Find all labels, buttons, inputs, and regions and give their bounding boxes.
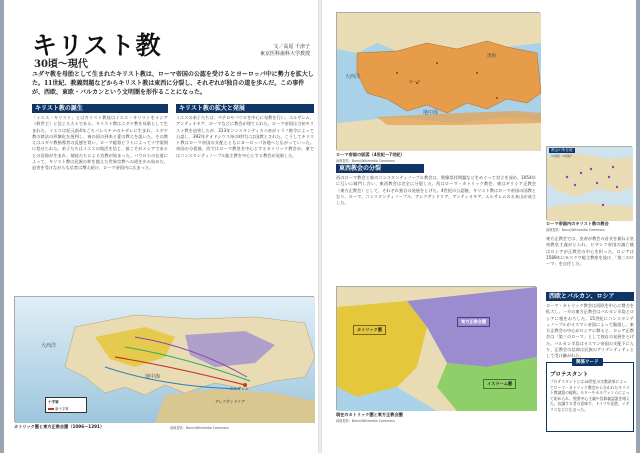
label-alexandria: アレクサンドリア	[215, 399, 245, 404]
inset-map-subtitle: （1世紀〜2世紀）	[549, 154, 574, 158]
section-heading-spread: キリスト教の拡大と発展	[176, 104, 314, 113]
inset-map	[546, 146, 632, 220]
section-heading-schism: 東西教会の分裂	[336, 164, 424, 173]
section-text-balkan: ローマ・カトリック教会は西欧を中心に勢力を拡大し、一方の東方正教会はバルカン半島とロシアに根をおろした。15世紀にコンスタンティノープルがオスマン帝国によって陥落し、東方正教会の中心がロシアに移ると、ロシア正教会は「第三のローマ」として独自の発展をとげた。バルカン半島はオスマン帝国の支配下に入り、正教会の信仰は民族のアイデンティティとして受け継がれた。	[546, 303, 634, 359]
author-block	[240, 44, 310, 58]
section-text-schism: 西のローマ教会と東のコンスタンティノープル教会は、聖像崇拝問題などをめぐって対立を深め、1054年に互いに破門し合い、東西教会は完全に分裂した。西はローマ・カトリック教会、東はギリシア正教会（東方正教会）として、それぞれ独自の発展をとげた。4世紀の公認後、キリスト教はローマ帝国の国教となり、ローマ、コンスタンティノープル、アレクサンドリア、アンティオキア、エルサレムの五本山が成立した。	[336, 175, 536, 206]
author-affiliation: 東京医科歯科大学教授	[259, 51, 310, 57]
legend-swatch	[48, 408, 54, 410]
left-edge-bar	[0, 0, 4, 453]
inset-map-graphic	[547, 147, 633, 221]
legend-item-label: 新十字軍	[55, 407, 69, 411]
crusade-map	[14, 296, 314, 422]
inset-map-caption: ローマ帝国内のキリスト教の教会	[546, 221, 609, 226]
label-islam: イスラーム圏	[483, 379, 516, 389]
page-subtitle: 30頃〜現代	[34, 59, 88, 70]
author-name: 文／高尾 千津子	[273, 44, 310, 50]
label-atlantic: 大西洋	[41, 343, 57, 349]
empire-label-rome: ローマ	[409, 79, 421, 84]
empire-label-atlantic: 大西洋	[345, 74, 361, 80]
empire-map-caption: ローマ帝国の版図（4世紀〜7世紀）	[336, 152, 405, 157]
label-catholic: カトリック圏	[353, 325, 386, 335]
page-title: キリスト教	[32, 31, 162, 60]
crusade-map-caption: カトリック圏と東方正教会圏（1096〜1291）	[14, 424, 105, 429]
right-page	[322, 0, 640, 453]
balkan-map-caption: 現在のカトリック圏と東方正教会圏	[336, 412, 403, 417]
crusade-map-credit: 画像提供：Bonn/Wikimedia Commons	[170, 426, 229, 430]
section-text-spread: イエスの弟子たちは、ペテロやパウロを中心に布教を行い、エルサレム、アンティオキア、ローマなどに教会が建てられた。ローマ帝国は当初キリスト教を迫害したが、313年コンスタンティヌス帝がミラノ勅令によって公認し、392年テオドシウス帝の時代には国教とされた。こうしてキリスト教はローマ帝国の支配とともにヨーロッパ各地へと広がっていった。帝国の分裂後、西ではローマ教皇を中心とするカトリック教会が、東ではコンスタンティノープル総主教を中心とする教会が発展した。	[176, 115, 314, 158]
left-page	[0, 0, 318, 453]
legend-title: 十字軍	[48, 400, 59, 404]
empire-label-black: 黒海	[487, 54, 496, 59]
section-heading-balkan: 西欧とバルカン、ロシア	[546, 292, 634, 301]
section-text-schism-cont: 東方正教会では、皇帝が教会の首長を兼ねる皇帝教皇主義がとられ、ビザンツ帝国の滅亡後はロシアが正教会の中心を担った。ロシアは1589年にモスクワ総主教座を設け、「第三のローマ」を自任した。	[546, 236, 634, 267]
balkan-map-credit: 画像提供：Bonn/Wikimedia Commons	[336, 419, 395, 423]
empire-map-graphic	[337, 13, 541, 151]
inset-map-credit: 画像提供：Bonn/Wikimedia Commons	[546, 228, 605, 232]
label-med: 地中海	[145, 374, 161, 380]
crusade-legend	[45, 397, 87, 413]
section-text-birth: 「イエス・キリスト」とはキリスト教徒はイエス・キリストをメシア（救世主）と信じる人々である。キリスト教はユダヤ教を母胎として生まれた。イエスは紀元前4年ごろパレスチナのナザレに生まれ、ユダヤ教の律法の形骸化を批判し、神の国の到来と愛の教えを説いた。その教えはユダヤ教指導者の反感を買い、ローマ総督ピラトによって十字架刑に処せられた。弟子たちはイエスの復活を信じ、彼こそがメシアであるとの信仰が生まれ、使徒たちによる宣教が始まった。パウロらの伝道によって、キリスト教は民族の枠を越えた世界宗教への道を歩み始めた。迫害を受けながらも信者は増え続け、ローマ帝国内に広まった。	[32, 115, 168, 171]
balkan-map-graphic	[337, 287, 537, 411]
empire-map	[336, 12, 540, 150]
legend-item	[48, 406, 84, 411]
section-heading-birth: キリスト教の誕生	[32, 104, 168, 113]
keyword-title: プロテスタント	[550, 372, 589, 378]
empire-label-med: 地中海	[423, 110, 439, 116]
keyword-text: プロテスタントとは16世紀の宗教改革によってローマ・カトリック教会から分かれたキリスト教諸派の総称。ルターやカルヴァンらによって始められ、聖書中心主義や信仰義認説を唱えた。抗議する者の意味で、ドイツや北欧、イギリスなどに広まった。	[550, 379, 630, 412]
balkan-map	[336, 286, 536, 410]
label-orthodox: 東方正教会圏	[457, 317, 490, 327]
keyword-tab: 関係ワード	[572, 358, 603, 366]
right-edge-bar	[636, 0, 640, 453]
label-jerusalem: エルサレム	[230, 386, 249, 391]
lead-paragraph: ユダヤ教を母胎として生まれたキリスト教は、ローマ帝国の公認を受けるとヨーロッパ中に勢力を拡大した。11世紀、教義問題などからキリスト教は東西に分裂し、それぞれが独自の道を歩んだ。この事件が、西欧、東欧・バルカンという文明圏を形作ることになった。	[32, 71, 314, 96]
inset-map-title: 教会の所在地	[551, 148, 573, 152]
empire-map-credit: 画像提供：Bonn/Wikimedia Commons	[336, 159, 395, 163]
